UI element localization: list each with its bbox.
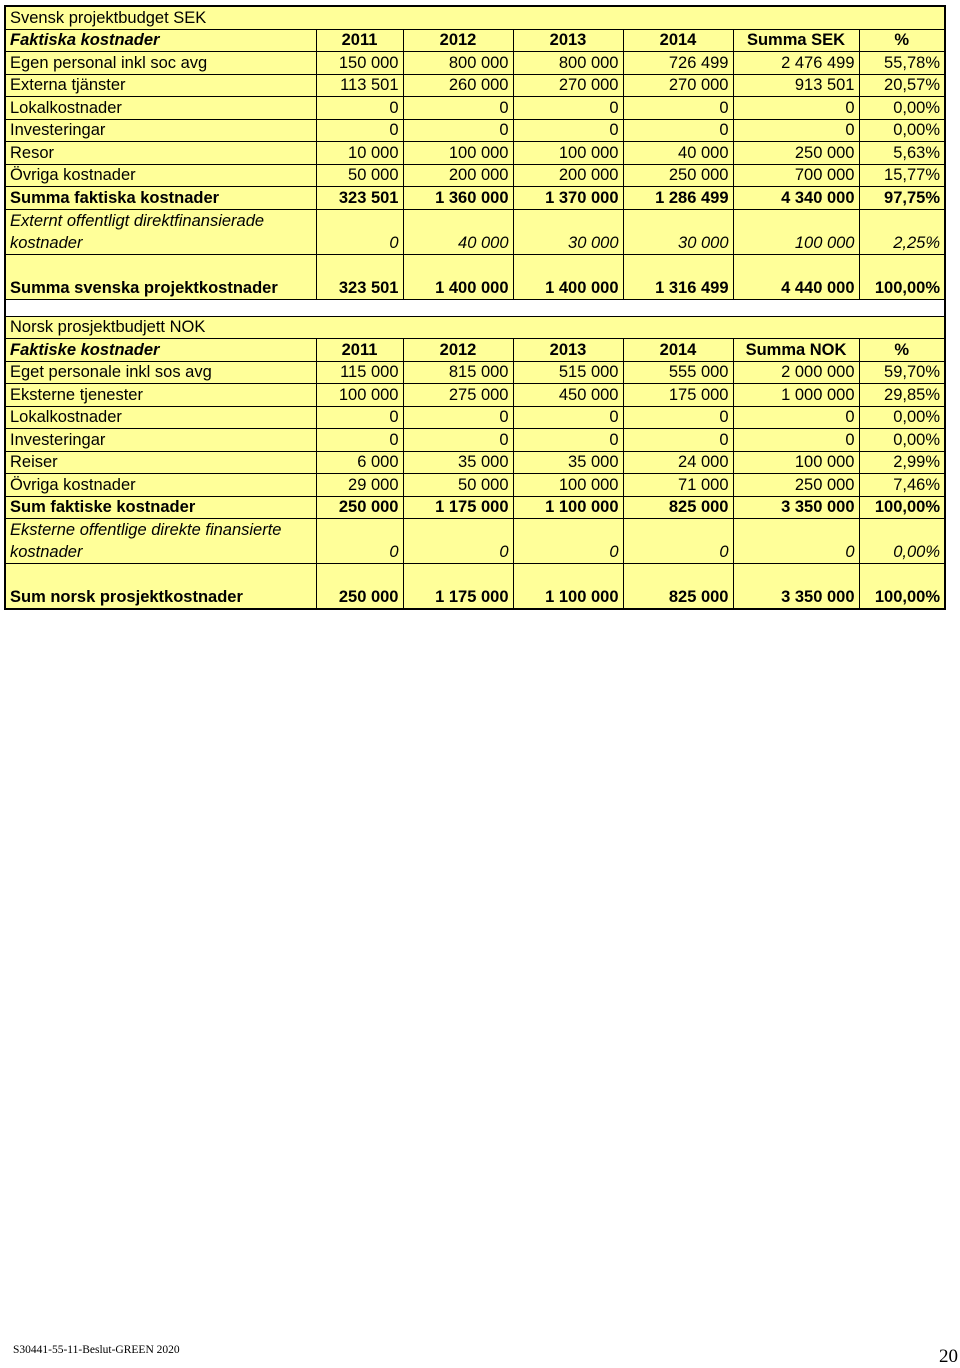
value-cell[interactable]: 323 501	[316, 254, 403, 299]
value-cell[interactable]: 0	[733, 406, 859, 429]
value-cell[interactable]: 0	[403, 429, 513, 452]
section-title: Norsk prosjektbudjett NOK	[5, 316, 945, 339]
sek-table-row	[5, 119, 945, 142]
value-cell[interactable]: 40 000	[403, 209, 513, 254]
page-number: 20	[939, 1346, 958, 1367]
value-cell[interactable]: 250 000	[316, 564, 403, 610]
value-cell[interactable]: 200 000	[403, 164, 513, 187]
value-cell[interactable]: 815 000	[403, 361, 513, 384]
nok-table-row	[5, 474, 945, 497]
value-cell[interactable]: 3 350 000	[733, 564, 859, 610]
value-cell[interactable]: 1 370 000	[513, 187, 623, 210]
value-cell[interactable]: 0	[513, 97, 623, 120]
value-cell[interactable]: 2013	[513, 29, 623, 52]
value-cell[interactable]: 0	[623, 97, 733, 120]
value-cell[interactable]: 0,00%	[859, 519, 945, 564]
value-cell[interactable]: 2012	[403, 339, 513, 362]
value-cell[interactable]: 700 000	[733, 164, 859, 187]
value-cell[interactable]: %	[859, 339, 945, 362]
value-cell[interactable]: 0	[513, 406, 623, 429]
value-cell[interactable]: 2,25%	[859, 209, 945, 254]
row-label-cell[interactable]: Investeringar	[5, 429, 316, 452]
row-label-cell[interactable]: Externa tjänster	[5, 74, 316, 97]
value-cell[interactable]: 515 000	[513, 361, 623, 384]
value-cell[interactable]: 24 000	[623, 451, 733, 474]
value-cell[interactable]: 0	[733, 429, 859, 452]
value-cell[interactable]: 825 000	[623, 564, 733, 610]
value-cell[interactable]: 100 000	[316, 384, 403, 407]
budget-spreadsheet	[4, 5, 946, 610]
value-cell[interactable]: 29,85%	[859, 384, 945, 407]
value-cell[interactable]: 200 000	[513, 164, 623, 187]
value-cell[interactable]: 726 499	[623, 52, 733, 75]
value-cell[interactable]: 30 000	[623, 209, 733, 254]
value-cell[interactable]: %	[859, 29, 945, 52]
section-title: Svensk projektbudget SEK	[5, 6, 945, 29]
value-cell[interactable]: 1 360 000	[403, 187, 513, 210]
nok-title-row	[5, 316, 945, 339]
value-cell[interactable]: 15,77%	[859, 164, 945, 187]
value-cell[interactable]: 0	[623, 406, 733, 429]
value-cell[interactable]: 7,46%	[859, 474, 945, 497]
sek-title-row	[5, 6, 945, 29]
nok-total-row	[5, 496, 945, 519]
value-cell[interactable]: 270 000	[513, 74, 623, 97]
section-separator	[5, 299, 945, 316]
value-cell[interactable]: 0	[733, 97, 859, 120]
value-cell[interactable]: 50 000	[403, 474, 513, 497]
value-cell[interactable]: 0	[316, 429, 403, 452]
value-cell[interactable]: 0	[513, 429, 623, 452]
value-cell[interactable]: 2014	[623, 29, 733, 52]
sek-grand-total-row	[5, 254, 945, 299]
value-cell[interactable]: 0	[316, 119, 403, 142]
value-cell[interactable]: 0	[403, 519, 513, 564]
value-cell[interactable]: 275 000	[403, 384, 513, 407]
row-label-cell[interactable]: Summa faktiska kostnader	[5, 187, 316, 210]
row-label-cell[interactable]: Summa svenska projektkostnader	[5, 254, 316, 299]
value-cell[interactable]: 5,63%	[859, 142, 945, 165]
value-cell[interactable]: 100,00%	[859, 254, 945, 299]
value-cell[interactable]: 0	[513, 519, 623, 564]
value-cell[interactable]: 100 000	[733, 209, 859, 254]
nok-table-row	[5, 429, 945, 452]
value-cell[interactable]: 0	[316, 97, 403, 120]
nok-external-row	[5, 519, 945, 564]
row-label-cell[interactable]: Reiser	[5, 451, 316, 474]
value-cell[interactable]: 30 000	[513, 209, 623, 254]
value-cell[interactable]: 0,00%	[859, 97, 945, 120]
value-cell[interactable]: 0	[623, 519, 733, 564]
value-cell[interactable]: 450 000	[513, 384, 623, 407]
value-cell[interactable]: 113 501	[316, 74, 403, 97]
value-cell[interactable]: 71 000	[623, 474, 733, 497]
value-cell[interactable]: 323 501	[316, 187, 403, 210]
value-cell[interactable]: 3 350 000	[733, 496, 859, 519]
nok-table-row	[5, 406, 945, 429]
row-label-cell[interactable]: Externt offentligt direktfinansierade kostnader	[5, 209, 316, 254]
value-cell[interactable]: 0	[316, 519, 403, 564]
value-cell[interactable]: 100 000	[513, 474, 623, 497]
value-cell[interactable]: 0,00%	[859, 119, 945, 142]
value-cell[interactable]: 1 100 000	[513, 496, 623, 519]
document-id: S30441-55-11-Beslut-GREEN 2020	[13, 1344, 180, 1356]
value-cell[interactable]: 250 000	[733, 474, 859, 497]
value-cell[interactable]: 913 501	[733, 74, 859, 97]
value-cell[interactable]: 100 000	[733, 451, 859, 474]
nok-grand-total-row	[5, 564, 945, 610]
value-cell[interactable]: 55,78%	[859, 52, 945, 75]
row-label-cell[interactable]: Investeringar	[5, 119, 316, 142]
value-cell[interactable]: 50 000	[316, 164, 403, 187]
value-cell[interactable]: 0	[623, 429, 733, 452]
value-cell[interactable]: 555 000	[623, 361, 733, 384]
value-cell[interactable]: 1 400 000	[403, 254, 513, 299]
row-label-cell[interactable]: Eget personale inkl sos avg	[5, 361, 316, 384]
value-cell[interactable]: 100,00%	[859, 496, 945, 519]
value-cell[interactable]: 2011	[316, 29, 403, 52]
sek-external-row	[5, 209, 945, 254]
value-cell[interactable]: Summa NOK	[733, 339, 859, 362]
row-label-cell[interactable]: Övriga kostnader	[5, 164, 316, 187]
row-label-cell[interactable]: Resor	[5, 142, 316, 165]
row-label-cell[interactable]: Faktiska kostnader	[5, 29, 316, 52]
value-cell[interactable]: 2 476 499	[733, 52, 859, 75]
value-cell[interactable]: 800 000	[513, 52, 623, 75]
value-cell[interactable]: 0	[403, 119, 513, 142]
nok-table-row	[5, 361, 945, 384]
value-cell[interactable]: 2012	[403, 29, 513, 52]
value-cell[interactable]: 2,99%	[859, 451, 945, 474]
sek-total-row	[5, 187, 945, 210]
sek-header-row	[5, 29, 945, 52]
nok-table-row	[5, 384, 945, 407]
nok-header-row	[5, 339, 945, 362]
row-label-cell[interactable]: Lokalkostnader	[5, 406, 316, 429]
value-cell[interactable]: 2011	[316, 339, 403, 362]
value-cell[interactable]: 0	[513, 119, 623, 142]
value-cell[interactable]: 250 000	[623, 164, 733, 187]
row-label-cell[interactable]: Sum faktiske kostnader	[5, 496, 316, 519]
value-cell[interactable]: 0	[623, 119, 733, 142]
value-cell[interactable]: 0	[316, 209, 403, 254]
value-cell[interactable]: 115 000	[316, 361, 403, 384]
row-label-cell[interactable]: Egen personal inkl soc avg	[5, 52, 316, 75]
value-cell[interactable]: 100 000	[403, 142, 513, 165]
value-cell[interactable]: 35 000	[403, 451, 513, 474]
value-cell[interactable]: 4 440 000	[733, 254, 859, 299]
value-cell[interactable]: 0	[733, 519, 859, 564]
value-cell[interactable]: 10 000	[316, 142, 403, 165]
value-cell[interactable]: 250 000	[733, 142, 859, 165]
sek-table-row	[5, 74, 945, 97]
sek-table-row	[5, 142, 945, 165]
value-cell[interactable]: 0,00%	[859, 406, 945, 429]
value-cell[interactable]: 1 175 000	[403, 496, 513, 519]
value-cell[interactable]: 1 286 499	[623, 187, 733, 210]
row-label-cell[interactable]: Sum norsk prosjektkostnader	[5, 564, 316, 610]
value-cell[interactable]: 2 000 000	[733, 361, 859, 384]
value-cell[interactable]: 0	[316, 406, 403, 429]
separator-cell	[5, 299, 945, 316]
value-cell[interactable]: 150 000	[316, 52, 403, 75]
value-cell[interactable]: 40 000	[623, 142, 733, 165]
value-cell[interactable]: 270 000	[623, 74, 733, 97]
value-cell[interactable]: 0	[403, 406, 513, 429]
value-cell[interactable]: 100 000	[513, 142, 623, 165]
value-cell[interactable]: 825 000	[623, 496, 733, 519]
value-cell[interactable]: 0	[403, 97, 513, 120]
value-cell[interactable]: 1 100 000	[513, 564, 623, 610]
value-cell[interactable]: 1 400 000	[513, 254, 623, 299]
value-cell[interactable]: 6 000	[316, 451, 403, 474]
value-cell[interactable]: 20,57%	[859, 74, 945, 97]
value-cell[interactable]: 1 000 000	[733, 384, 859, 407]
value-cell[interactable]: 260 000	[403, 74, 513, 97]
value-cell[interactable]: 4 340 000	[733, 187, 859, 210]
row-label-cell[interactable]: Lokalkostnader	[5, 97, 316, 120]
sek-table-row	[5, 97, 945, 120]
value-cell[interactable]: Summa SEK	[733, 29, 859, 52]
row-label-cell[interactable]: Eksterne offentlige direkte finansierte kostnader	[5, 519, 316, 564]
value-cell[interactable]: 59,70%	[859, 361, 945, 384]
value-cell[interactable]: 97,75%	[859, 187, 945, 210]
value-cell[interactable]: 800 000	[403, 52, 513, 75]
value-cell[interactable]: 1 316 499	[623, 254, 733, 299]
value-cell[interactable]: 0	[733, 119, 859, 142]
sek-table-row	[5, 52, 945, 75]
value-cell[interactable]: 100,00%	[859, 564, 945, 610]
row-label-cell[interactable]: Eksterne tjenester	[5, 384, 316, 407]
value-cell[interactable]: 250 000	[316, 496, 403, 519]
sek-table-row	[5, 164, 945, 187]
value-cell[interactable]: 35 000	[513, 451, 623, 474]
value-cell[interactable]: 2014	[623, 339, 733, 362]
row-label-cell[interactable]: Faktiske kostnader	[5, 339, 316, 362]
nok-table-row	[5, 451, 945, 474]
value-cell[interactable]: 0,00%	[859, 429, 945, 452]
value-cell[interactable]: 2013	[513, 339, 623, 362]
row-label-cell[interactable]: Övriga kostnader	[5, 474, 316, 497]
budget-table-body	[5, 6, 945, 609]
value-cell[interactable]: 29 000	[316, 474, 403, 497]
value-cell[interactable]: 175 000	[623, 384, 733, 407]
value-cell[interactable]: 1 175 000	[403, 564, 513, 610]
